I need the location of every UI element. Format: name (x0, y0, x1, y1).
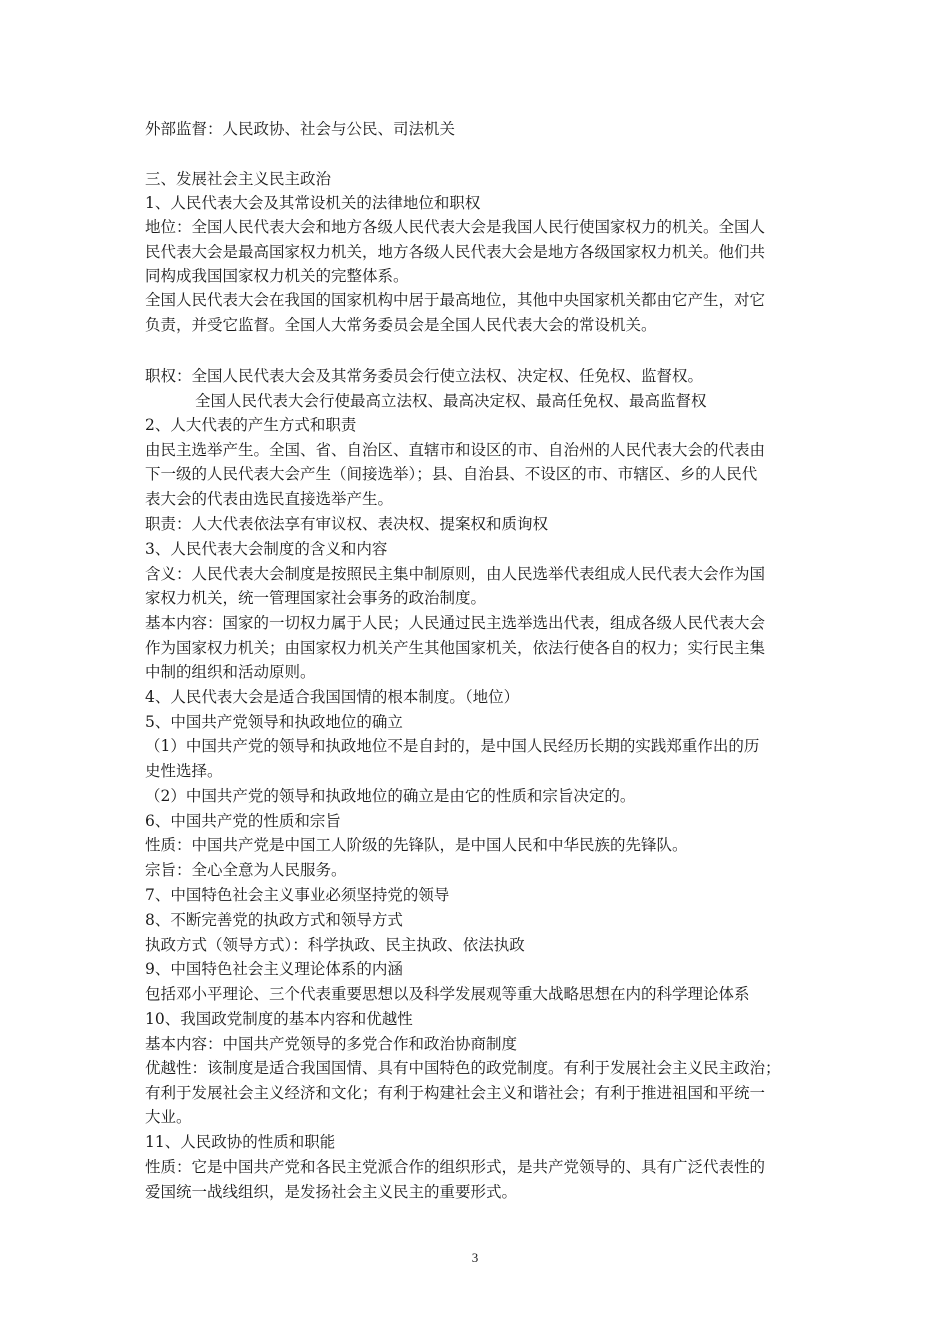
item-heading-11: 11、人民政协的性质和职能 (145, 1133, 336, 1151)
indented-line: 全国人民代表大会行使最高立法权、最高决定权、最高任免权、最高监督权 (195, 392, 707, 410)
paragraph-line: 大业。 (145, 1108, 192, 1126)
item-heading-6: 6、中国共产党的性质和宗旨 (145, 812, 341, 830)
paragraph-line: 性质：它是中国共产党和各民主党派合作的组织形式，是共产党领导的、具有广泛代表性的 (145, 1158, 766, 1176)
paragraph-line: （1）中国共产党的领导和执政地位不是自封的，是中国人民经历长期的实践郑重作出的历 (145, 737, 760, 755)
paragraph-line: 性质：中国共产党是中国工人阶级的先锋队，是中国人民和中华民族的先锋队。 (145, 836, 688, 854)
paragraph-line: 同构成我国国家权力机关的完整体系。 (145, 267, 409, 285)
paragraph-line: 职权：全国人民代表大会及其常务委员会行使立法权、决定权、任免权、监督权。 (145, 367, 704, 385)
paragraph-line: 民代表大会是最高国家权力机关，地方各级人民代表大会是地方各级国家权力机关。他们共 (145, 243, 766, 261)
paragraph-line: 基本内容：中国共产党领导的多党合作和政治协商制度 (145, 1035, 518, 1053)
paragraph-line: 宗旨：全心全意为人民服务。 (145, 861, 347, 879)
paragraph-line: 中制的组织和活动原则。 (145, 663, 316, 681)
section-heading-3: 三、发展社会主义民主政治 (145, 170, 332, 188)
paragraph-line: （2）中国共产党的领导和执政地位的确立是由它的性质和宗旨决定的。 (145, 787, 636, 805)
line-external-supervision: 外部监督：人民政协、社会与公民、司法机关 (145, 120, 456, 138)
item-heading-4: 4、人民代表大会是适合我国国情的根本制度。（地位） (145, 688, 520, 706)
paragraph-line: 包括邓小平理论、三个代表重要思想以及科学发展观等重大战略思想在内的科学理论体系 (145, 985, 750, 1003)
item-heading-9: 9、中国特色社会主义理论体系的内涵 (145, 960, 403, 978)
item-heading-7: 7、中国特色社会主义事业必须坚持党的领导 (145, 886, 450, 904)
paragraph-line: 作为国家权力机关；由国家权力机关产生其他国家机关，依法行使各自的权力；实行民主集 (145, 639, 766, 657)
paragraph-line: 基本内容：国家的一切权力属于人民；人民通过民主选举选出代表，组成各级人民代表大会 (145, 614, 766, 632)
paragraph-line: 含义：人民代表大会制度是按照民主集中制原则，由人民选举代表组成人民代表大会作为国 (145, 565, 766, 583)
item-heading-10: 10、我国政党制度的基本内容和优越性 (145, 1010, 413, 1028)
paragraph-line: 执政方式（领导方式）：科学执政、民主执政、依法执政 (145, 936, 525, 954)
paragraph-line: 由民主选举产生。全国、省、自治区、直辖市和设区的市、自治州的人民代表大会的代表由 (145, 441, 766, 459)
paragraph-line: 家权力机关，统一管理国家社会事务的政治制度。 (145, 589, 487, 607)
paragraph-line: 负责，并受它监督。全国人大常务委员会是全国人民代表大会的常设机关。 (145, 316, 657, 334)
paragraph-line: 史性选择。 (145, 762, 223, 780)
item-heading-8: 8、不断完善党的执政方式和领导方式 (145, 911, 403, 929)
item-heading-5: 5、中国共产党领导和执政地位的确立 (145, 713, 403, 731)
page-number: 3 (471, 1250, 479, 1265)
paragraph-line: 职责：人大代表依法享有审议权、表决权、提案权和质询权 (145, 515, 549, 533)
paragraph-line: 全国人民代表大会在我国的国家机构中居于最高地位，其他中央国家机关都由它产生，对它 (145, 291, 766, 309)
item-heading-2: 2、人大代表的产生方式和职责 (145, 416, 357, 434)
paragraph-line: 有利于发展社会主义经济和文化；有利于构建社会主义和谐社会；有利于推进祖国和平统一 (145, 1084, 766, 1102)
paragraph-line: 优越性：该制度是适合我国国情、具有中国特色的政党制度。有利于发展社会主义民主政治； (145, 1059, 781, 1077)
paragraph-line: 下一级的人民代表大会产生（间接选举）；县、自治县、不设区的市、市辖区、乡的人民代 (145, 465, 758, 483)
item-heading-3: 3、人民代表大会制度的含义和内容 (145, 540, 388, 558)
paragraph-line: 表大会的代表由选民直接选举产生。 (145, 490, 394, 508)
item-heading-1: 1、人民代表大会及其常设机关的法律地位和职权 (145, 194, 481, 212)
paragraph-line: 爱国统一战线组织，是发扬社会主义民主的重要形式。 (145, 1183, 518, 1201)
paragraph-line: 地位：全国人民代表大会和地方各级人民代表大会是我国人民行使国家权力的机关。全国人 (145, 218, 766, 236)
